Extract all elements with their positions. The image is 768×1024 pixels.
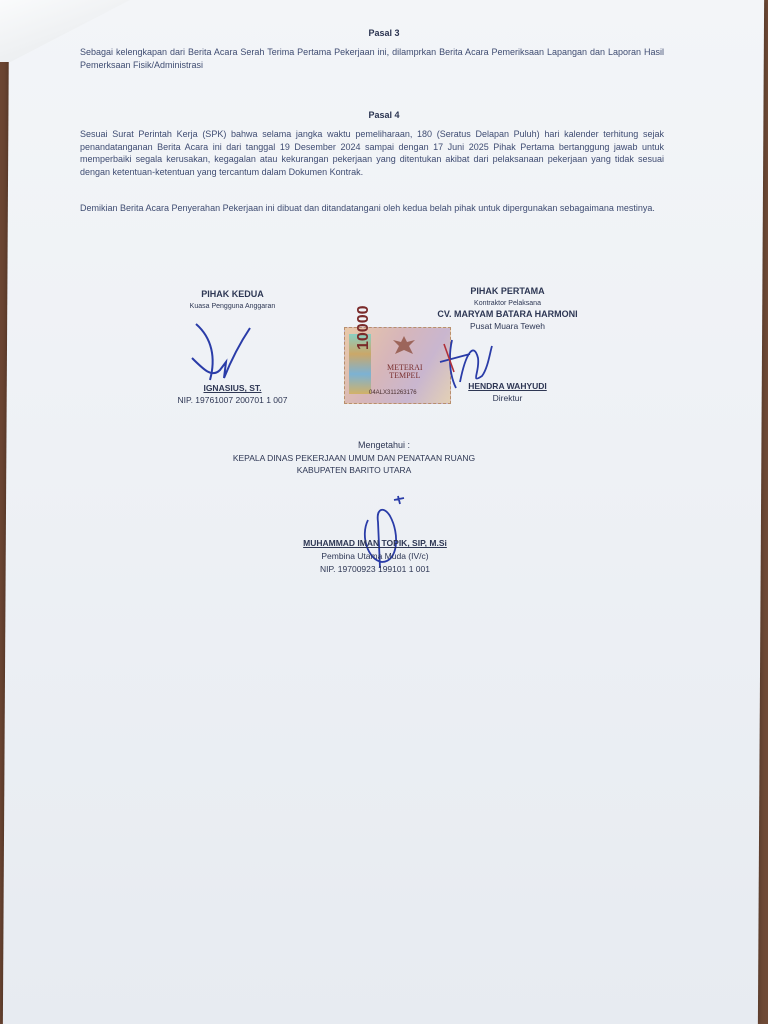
kepala-dinas-name: MUHAMMAD IMAN TOPIK, SIP, M.Si bbox=[303, 538, 447, 548]
kepala-dinas-nip: NIP. 19700923 199101 1 001 bbox=[320, 564, 430, 574]
pihak-kedua-title: PIHAK KEDUA bbox=[201, 289, 264, 299]
mengetahui-office-line1: KEPALA DINAS PEKERJAAN UMUM DAN PENATAAN RUANG bbox=[232, 453, 476, 463]
stamp-serial: 04ALX311263176 bbox=[369, 390, 417, 396]
kepala-dinas-rank: Pembina Utama Muda (IV/c) bbox=[321, 551, 429, 561]
stamp-label: METERAI TEMPEL bbox=[387, 363, 423, 380]
stamp-value: 10000 bbox=[355, 305, 372, 350]
pihak-pertama-location: Pusat Muara Teweh bbox=[470, 321, 545, 331]
closing-paragraph: Demikian Berita Acara Penyerahan Pekerjaan ini dibuat dan ditandatangani oleh kedua belah pihak untuk dipergunakan sebagaimana mestinya. bbox=[80, 203, 655, 213]
pasal-3-body: Sebagai kelengkapan dari Berita Acara Serah Terima Pertama Pekerjaan ini, dilamprkan Berita Acara Pemeriksaan Lapangan dan Laporan Hasil Pemerksaan Fisik/Administrasi bbox=[80, 47, 664, 70]
pihak-pertama-name: HENDRA WAHYUDI bbox=[468, 381, 547, 391]
mengetahui-label: Mengetahui : bbox=[357, 440, 411, 450]
pasal-3-heading: Pasal 3 bbox=[368, 28, 400, 38]
pihak-kedua-role: Kuasa Pengguna Anggaran bbox=[189, 303, 276, 310]
pihak-kedua-name: IGNASIUS, ST. bbox=[203, 383, 262, 393]
pihak-pertama-company: CV. MARYAM BATARA HARMONI bbox=[437, 309, 578, 319]
pihak-kedua-nip: NIP. 19761007 200701 1 007 bbox=[177, 395, 288, 405]
garuda-emblem-icon bbox=[391, 334, 417, 358]
mengetahui-office-line2: KABUPATEN BARITO UTARA bbox=[296, 465, 412, 475]
pasal-4-body: Sesuai Surat Perintah Kerja (SPK) bahwa selama jangka waktu pemeliharaan, 180 (Seratus Delapan Puluh) hari kalender terhitung sejak penandatanganan Berita Acara ini dari tanggal 19 Desember 2024 sampai dengan 17 Juni 2025 Pihak Pertama bertanggung jawab untuk memperbaiki segala kerusakan, kegagalan atau kekurangan pekerjaan yang ditentukan akibat dari pelaksanaan pekerjaan yang tidak sesuai dengan ketentuan-ketentuan yang tercantum dalam Dokumen Kontrak. bbox=[80, 129, 664, 177]
pasal-4-heading: Pasal 4 bbox=[368, 110, 400, 120]
pihak-kedua-signature bbox=[186, 318, 258, 388]
pihak-pertama-role: Kontraktor Pelaksana bbox=[474, 300, 541, 307]
pihak-pertama-position: Direktur bbox=[492, 393, 523, 403]
pihak-pertama-title: PIHAK PERTAMA bbox=[470, 286, 545, 296]
